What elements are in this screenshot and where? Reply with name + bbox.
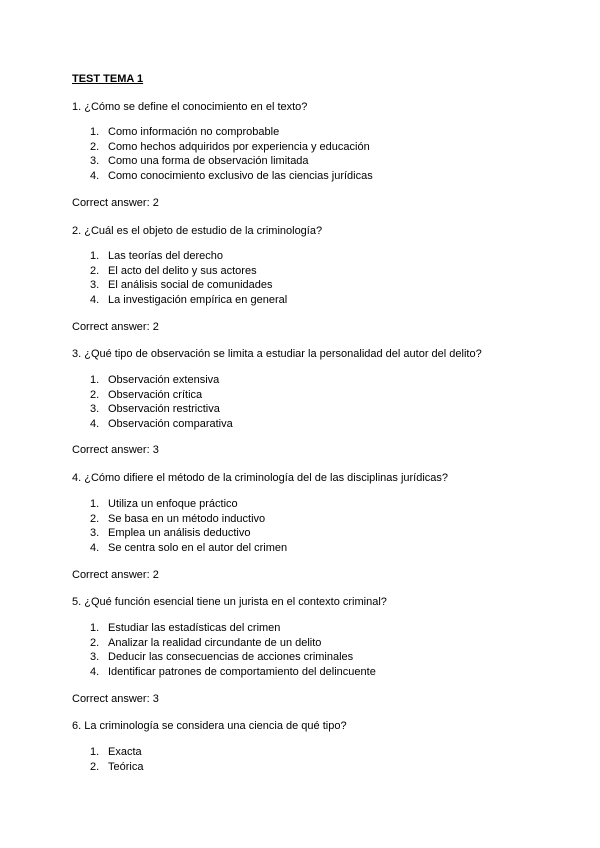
correct-answer-2: Correct answer: 2 <box>72 321 159 333</box>
question-1: 1. ¿Cómo se define el conocimiento en el texto? <box>72 101 308 113</box>
options-list-6 <box>90 745 143 774</box>
option-6-1: 1. Exacta <box>90 746 142 758</box>
test-title: TEST TEMA 1 <box>72 73 144 85</box>
options-list-1 <box>90 125 373 184</box>
question-6: 6. La criminología se considera una ciencia de qué tipo? <box>72 720 347 732</box>
option-1-4: 4. Como conocimiento exclusivo de las ciencias jurídicas <box>90 170 373 183</box>
option-2-3: 3. El análisis social de comunidades <box>90 279 273 292</box>
correct-answer-4: Correct answer: 2 <box>72 569 159 581</box>
options-list-4 <box>90 497 287 556</box>
correct-answer-5: Correct answer: 3 <box>72 693 159 705</box>
option-1-3: 3. Como una forma de observación limitada <box>90 155 309 168</box>
option-1-1: 1. Como información no comprobable <box>90 126 280 138</box>
option-4-3: 3. Emplea un análisis deductivo <box>90 527 251 540</box>
option-2-2: 2. El acto del delito y sus actores <box>90 264 257 277</box>
option-5-1: 1. Estudiar las estadísticas del crimen <box>90 622 281 634</box>
question-4: 4. ¿Cómo difiere el método de la criminología del de las disciplinas jurídicas? <box>72 472 449 484</box>
option-5-2: 2. Analizar la realidad circundante de un delito <box>90 636 322 649</box>
option-1-2: 2. Como hechos adquiridos por experiencia y educación <box>90 140 370 153</box>
option-3-2: 2. Observación crítica <box>90 388 203 401</box>
question-5: 5. ¿Qué función esencial tiene un jurista en el contexto criminal? <box>72 596 387 608</box>
options-list-3 <box>90 373 233 432</box>
question-3: 3. ¿Qué tipo de observación se limita a estudiar la personalidad del autor del delito? <box>72 348 482 360</box>
option-5-4: 4. Identificar patrones de comportamiento del delincuente <box>90 666 376 679</box>
question-2: 2. ¿Cuál es el objeto de estudio de la criminología? <box>72 225 323 237</box>
correct-answer-1: Correct answer: 2 <box>72 197 159 209</box>
correct-answer-3: Correct answer: 3 <box>72 444 159 456</box>
options-list-5 <box>90 621 376 680</box>
option-5-3: 3. Deducir las consecuencias de acciones criminales <box>90 651 354 664</box>
options-list-2 <box>90 249 287 308</box>
option-4-1: 1. Utiliza un enfoque práctico <box>90 498 238 510</box>
option-4-2: 2. Se basa en un método inductivo <box>90 512 266 525</box>
option-4-4: 4. Se centra solo en el autor del crimen <box>90 542 288 555</box>
option-3-4: 4. Observación comparativa <box>90 418 233 431</box>
option-2-4: 4. La investigación empírica en general <box>90 294 288 307</box>
option-3-3: 3. Observación restrictiva <box>90 403 220 416</box>
option-6-2: 2. Teórica <box>90 760 144 773</box>
option-2-1: 1. Las teorías del derecho <box>90 250 223 262</box>
option-3-1: 1. Observación extensiva <box>90 374 220 386</box>
